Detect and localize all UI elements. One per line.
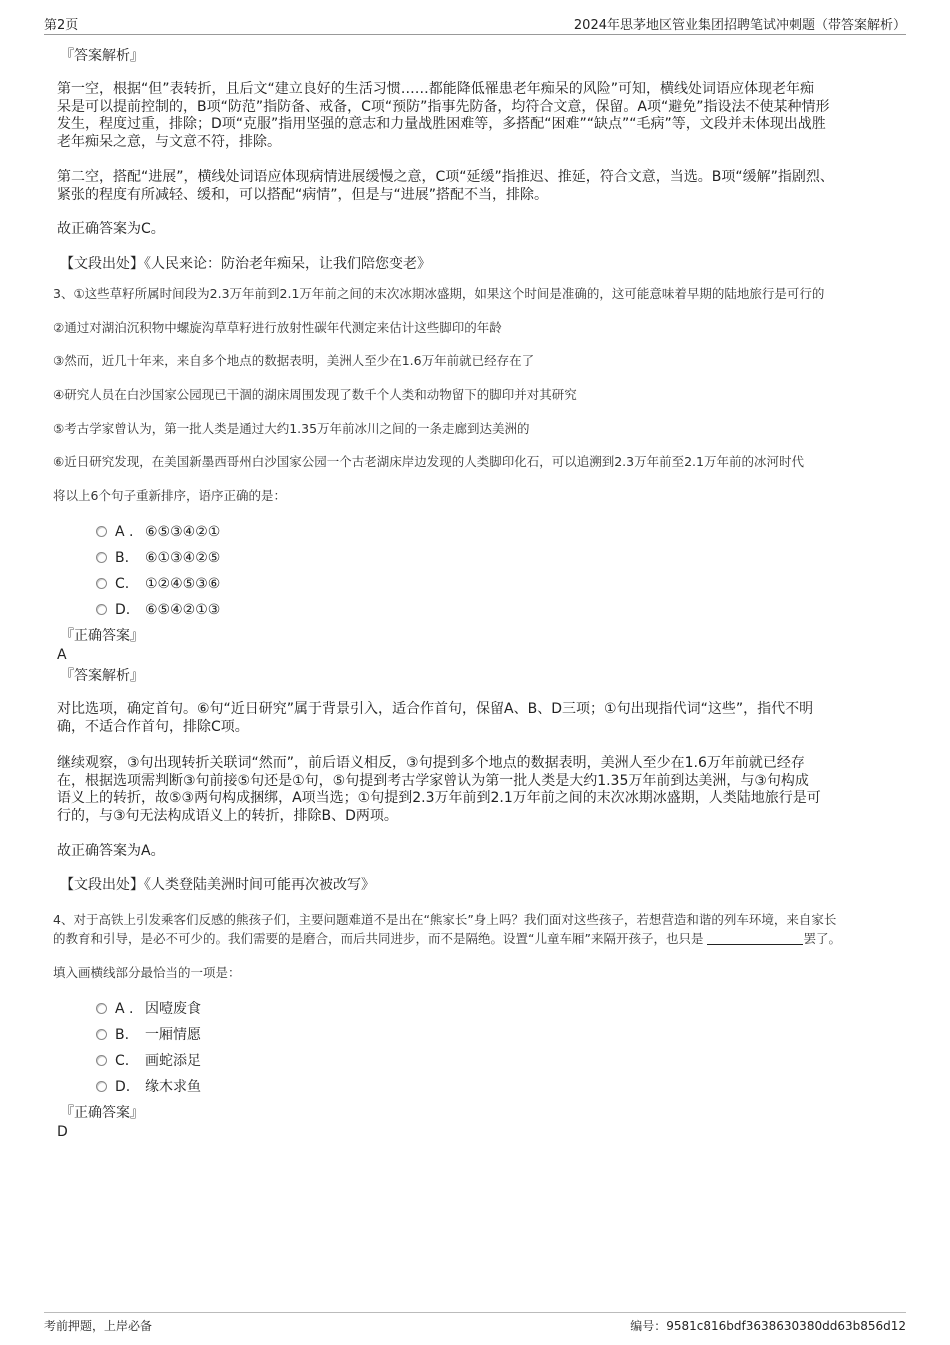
radio-icon[interactable] [96,604,107,615]
radio-icon[interactable] [96,1055,107,1066]
radio-icon[interactable] [96,552,107,563]
question-3-prompt: 将以上6个句子重新排序，语序正确的是： [53,488,286,503]
question-3-sentence-2: ②通过对湖泊沉积物中螺旋沟草草籽进行放射性碳年代测定来估计这些脚印的年龄 [53,320,502,335]
fill-in-blank [707,932,803,945]
text-line: 语义上的转折，故⑤③两句构成捆绑，A项当选；①句提到2.3万年前到2.1万年前之间的末次冰期冰盛期，人类陆地旅行是可 [57,790,821,806]
question-3-sentence-5: ⑤考古学家曾认为，第一批人类是通过大约1.35万年前冰川之间的一条走廊到达美洲的 [53,421,530,436]
document-id: 编号：9581c816bdf3638630380dd63b856d12 [630,1319,906,1333]
source-citation: 【文段出处】《人民来论：防治老年痴呆，让我们陪您变老》 [60,256,431,272]
text-line: 确，不适合作首句，排除C项。 [57,718,249,735]
option-key: B. [115,1027,130,1043]
option-text: 因噎废食 [145,1001,201,1017]
option-key: C. [115,1053,130,1069]
page-number: 第2页 [44,18,79,33]
question-4-prompt: 填入画横线部分最恰当的一项是： [53,965,241,980]
radio-icon[interactable] [96,526,107,537]
footer-slogan: 考前押题，上岸必备 [44,1319,153,1333]
text-line: 老年痴呆之意，与文意不符，排除。 [57,133,281,150]
option-text: ⑥⑤④②①③ [145,602,221,618]
analysis-paragraph-2 [57,755,892,825]
option-key: B. [115,550,130,566]
page-header [44,10,906,35]
question-4-line-2 [53,930,841,947]
correct-answer-label: 『正确答案』 [60,1105,144,1121]
text-line: 第一空，根据“但”表转折，且后文“建立良好的生活习惯……都能降低罹患老年痴呆的风险”可知，横线处词语应体现老年痴 [57,81,815,97]
option-b[interactable] [96,549,220,567]
question-4-line-1: 4、对于高铁上引发乘客们反感的熊孩子们，主要问题难道不是出在“熊家长”身上吗？我们面对这些孩子，若想营造和谐的列车环境，来自家长 [53,912,837,927]
text-line: 紧张的程度有所减轻、缓和，可以搭配“病情”，但是与“进展”搭配不当，排除。 [57,186,549,203]
radio-icon[interactable] [96,1003,107,1014]
option-c[interactable] [96,1052,201,1070]
question-3-sentence-6: ⑥近日研究发现，在美国新墨西哥州白沙国家公园一个古老湖床岸边发现的人类脚印化石，可以追溯到2.3万年前至2.1万年前的冰河时代 [53,454,804,469]
option-b[interactable] [96,1026,201,1044]
analysis-paragraph-1 [57,701,892,736]
option-text: ⑥⑤③④②① [145,524,221,540]
analysis-label: 『答案解析』 [60,48,144,64]
analysis-label: 『答案解析』 [60,668,144,684]
option-a[interactable] [96,523,220,541]
question-3-sentence-1: 3、①这些草籽所属时间段为2.3万年前到2.1万年前之间的末次冰期冰盛期，如果这个时间是准确的，这可能意味着早期的陆地旅行是可行的 [53,286,825,301]
correct-answer-label: 『正确答案』 [60,628,144,644]
option-text: 一厢情愿 [145,1027,201,1043]
text-line: 对比选项，确定首句。⑥句“近日研究”属于背景引入，适合作首句，保留A、B、D三项；①句出现指代词“这些”，指代不明 [57,701,814,717]
text-segment: 的教育和引导，是必不可少的。我们需要的是磨合，而后共同进步，而不是隔绝。设置“儿童车厢”来隔开孩子，也只是 [53,931,704,946]
text-line: 行的，与③句无法构成语义上的转折，排除B、D两项。 [57,807,398,824]
option-text: ①②④⑤③⑥ [145,576,221,592]
option-key: C. [115,576,130,592]
option-key: A . [115,524,134,540]
text-line: 第二空，搭配“进展”，横线处词语应体现病情进展缓慢之意，C项“延缓”指推迟、推延，符合文意，当选。B项“缓解”指剧烈、 [57,169,834,185]
option-text: 画蛇添足 [145,1053,201,1069]
option-text: ⑥①③④②⑤ [145,550,221,566]
text-segment: 罢了。 [803,931,841,946]
question-3-sentence-3: ③然而，近几十年来，来自多个地点的数据表明，美洲人至少在1.6万年前就已经存在了 [53,353,535,368]
option-d[interactable] [96,1078,201,1096]
option-key: A . [115,1001,134,1017]
radio-icon[interactable] [96,1081,107,1092]
correct-answer: A [57,647,67,663]
conclusion: 故正确答案为A。 [57,843,165,859]
radio-icon[interactable] [96,578,107,589]
text-line: 继续观察，③句出现转折关联词“然而”，前后语义相反，③句提到多个地点的数据表明，美洲人至少在1.6万年前就已经存 [57,755,805,771]
option-key: D. [115,602,131,618]
option-text: 缘木求鱼 [145,1079,201,1095]
question-3-sentence-4: ④研究人员在白沙国家公园现已干涸的湖床周围发现了数千个人类和动物留下的脚印并对其研究 [53,387,577,402]
option-d[interactable] [96,601,220,619]
page-footer [44,1312,906,1339]
analysis-paragraph-2 [57,169,892,204]
option-c[interactable] [96,575,220,593]
text-line: 呆是可以提前控制的，B项“防范”指防备、戒备，C项“预防”指事先防备，均符合文意，保留。A项“避免”指设法不使某种情形 [57,98,830,115]
conclusion: 故正确答案为C。 [57,221,165,237]
correct-answer: D [57,1124,68,1140]
document-title: 2024年思茅地区管业集团招聘笔试冲刺题（带答案解析） [573,18,906,33]
radio-icon[interactable] [96,1029,107,1040]
text-line: 发生，程度过重，排除；D项“克服”指用坚强的意志和力量战胜困难等，多搭配“困难”“缺点”“毛病”等，文段并未体现出战胜 [57,116,826,132]
option-a[interactable] [96,1000,201,1018]
analysis-paragraph-1 [57,81,892,151]
text-line: 在，根据选项需判断③句前接⑤句还是①句，⑤句提到考古学家曾认为第一批人类是大约1.35万年前到达美洲，与③句构成 [57,772,809,789]
option-key: D. [115,1079,131,1095]
source-citation: 【文段出处】《人类登陆美洲时间可能再次被改写》 [60,877,375,893]
